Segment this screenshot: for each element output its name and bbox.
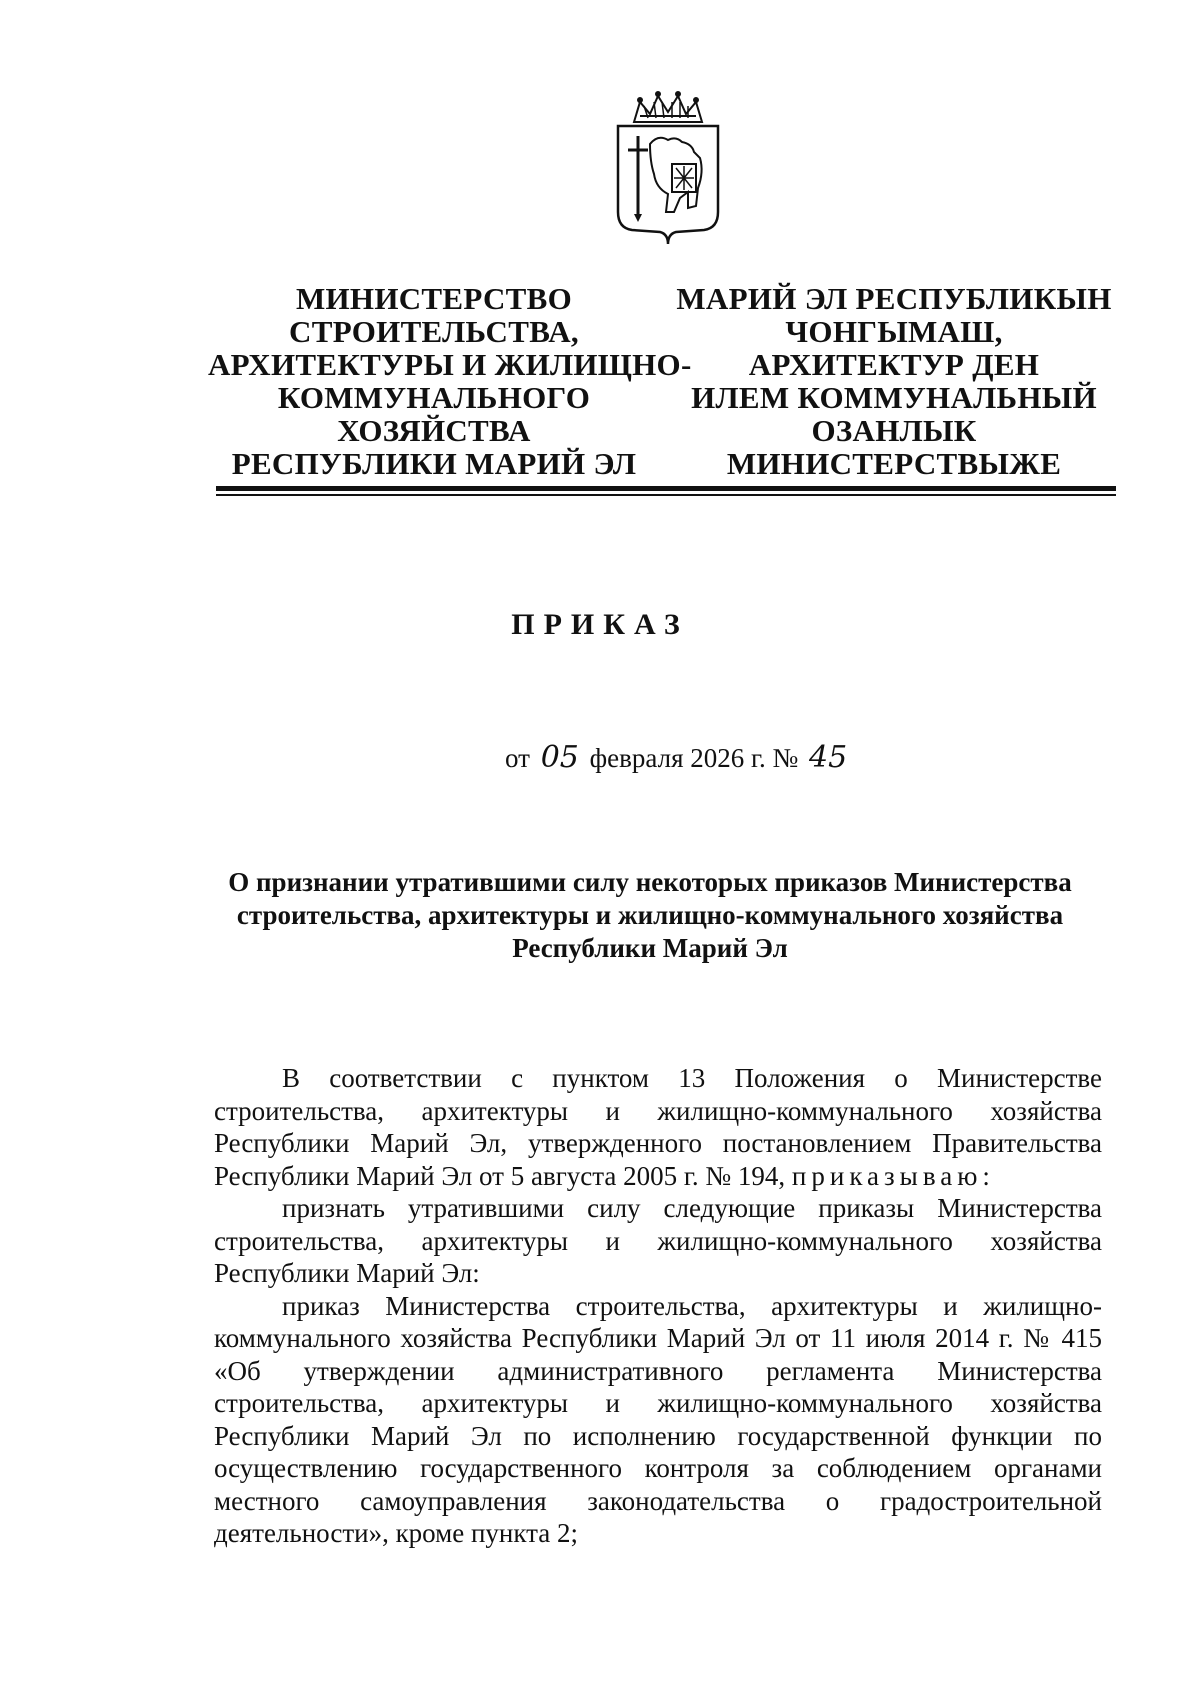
header-line: МИНИСТЕРСТВО <box>295 281 573 316</box>
document-body <box>214 1062 1102 1550</box>
subject-line: Республики Марий Эл <box>512 933 788 963</box>
document-subject <box>200 866 1100 965</box>
header-line: СТРОИТЕЛЬСТВА, <box>289 314 579 349</box>
header-line: РЕСПУБЛИКИ МАРИЙ ЭЛ <box>231 446 637 481</box>
header-divider-thick <box>216 486 1116 491</box>
date-line <box>505 740 851 775</box>
header-line: ХОЗЯЙСТВА <box>337 413 531 448</box>
coat-of-arms-emblem <box>610 88 726 248</box>
order-word: приказываю: <box>791 1160 995 1191</box>
handwritten-day: 05 <box>540 740 579 775</box>
body-paragraph: признать утратившими силу следующие приказы Министерства строительства, архитектуры и жилищно-коммунального хозяйства Республики Марий Эл: <box>214 1193 1102 1288</box>
ministry-name-mari <box>668 282 1120 480</box>
header-line: МИНИСТЕРСТВЫЖЕ <box>726 446 1062 481</box>
body-paragraph <box>214 1062 1102 1192</box>
header-line: МАРИЙ ЭЛ РЕСПУБЛИКЫН <box>676 281 1112 316</box>
header-line: АРХИТЕКТУР ДЕН <box>748 347 1040 382</box>
header-line: АРХИТЕКТУРЫ И ЖИЛИЩНО- <box>208 347 692 382</box>
subject-line: строительства, архитектуры и жилищно-коммунального хозяйства <box>236 900 1064 930</box>
header-line: ЧОНГЫМАШ, <box>785 314 1003 349</box>
document-type: ПРИКАЗ <box>511 608 689 641</box>
body-paragraph: приказ Министерства строительства, архитектуры и жилищно-коммунального хозяйства Республики Марий Эл от 11 июля 2014 г. № 415 «Об утверждении административного регламента Министерства строительства, архитектуры и жилищно-коммунального хозяйства Республики Марий Эл по исполнению государственной функции по осуществлению государственного контроля за соблюдением органами местного самоуправления законодательства о градостроительной деятельности», кроме пункта 2; <box>214 1290 1102 1548</box>
header-line: ОЗАНЛЫК <box>811 413 977 448</box>
handwritten-number: 45 <box>809 740 848 775</box>
header-divider-thin <box>216 494 1116 496</box>
subject-line: О признании утратившими силу некоторых приказов Министерства <box>228 867 1072 897</box>
ministry-name-russian <box>208 281 692 481</box>
header-line: ИЛЕМ КОММУНАЛЬНЫЙ <box>691 380 1097 415</box>
paragraph-text: В соответствии с пунктом 13 Положения о Министерстве строительства, архитектуры и жилищно-коммунального хозяйства Республики Марий Эл, утвержденного постановлением Правительства Республики Марий Эл от 5 августа 2005 г. № 194, <box>214 1063 1102 1191</box>
date-prefix: от <box>505 743 530 773</box>
date-month-year: февраля 2026 г. № <box>589 743 799 773</box>
header-line: КОММУНАЛЬНОГО <box>277 380 591 415</box>
